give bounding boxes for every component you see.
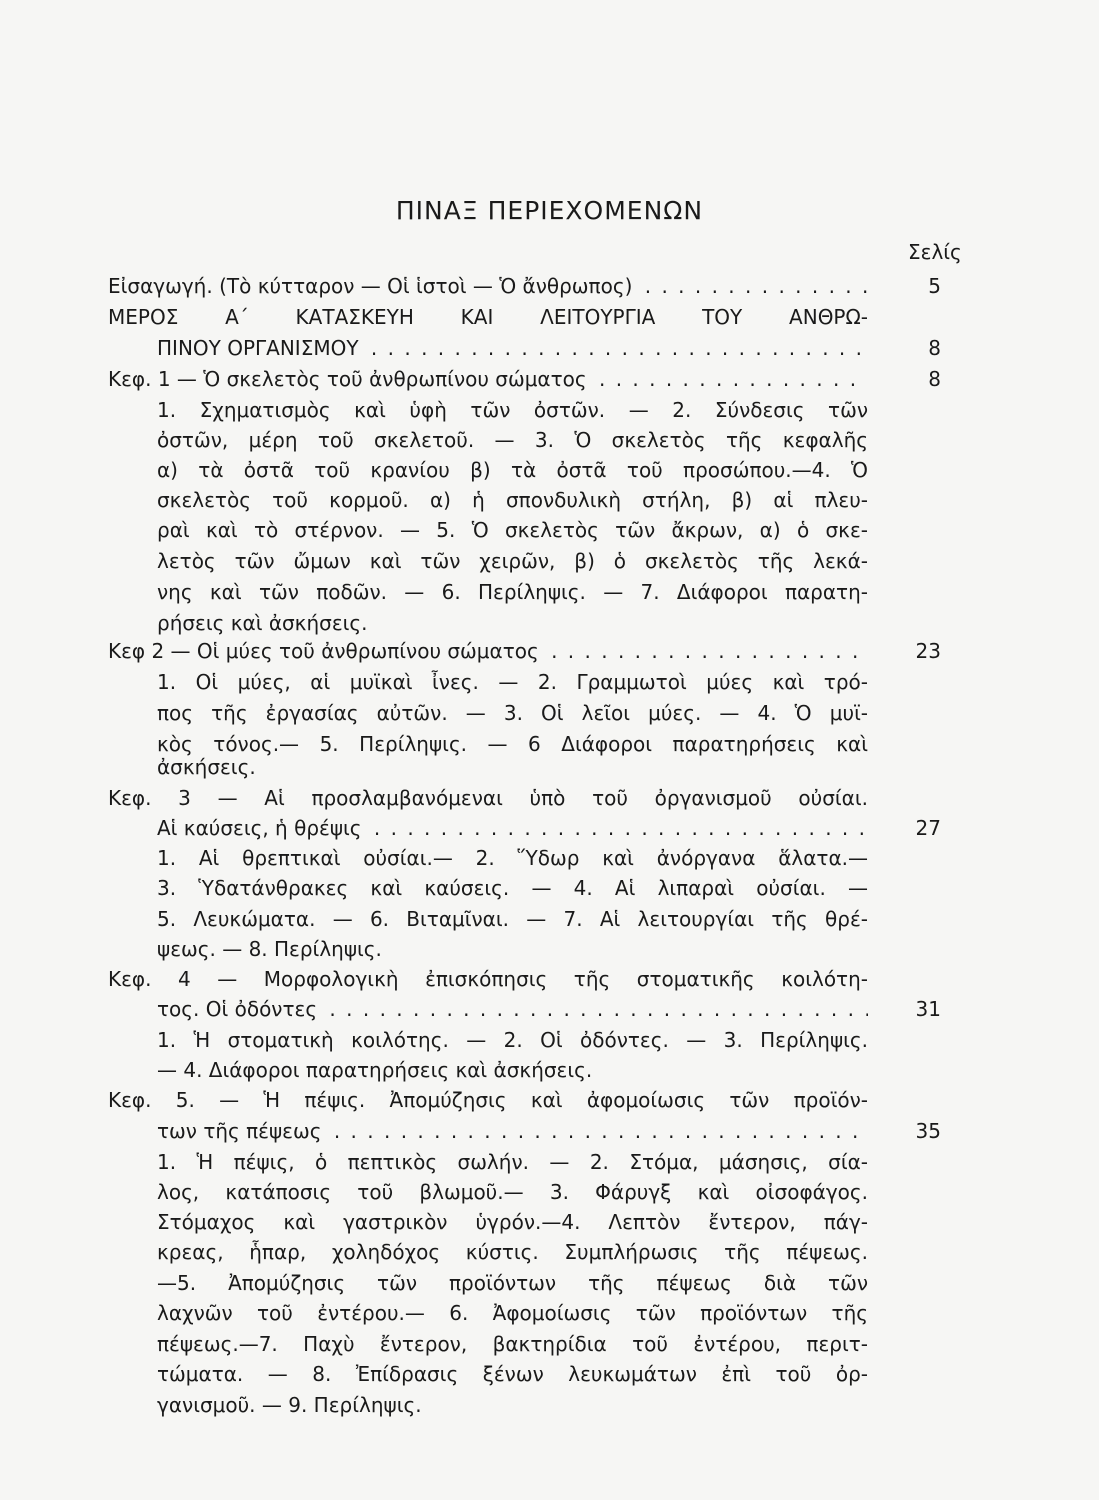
toc-part-heading-cont: ΠΙΝΟΥ ΟΡΓΑΝΙΣΜΟΥ . . .: [157, 333, 868, 363]
toc-entry-intro: Εἰσαγωγή. (Τὸ κύτταρον — Οἱ ἱστοὶ — Ὁ ἄνθρωπος) . . .: [108, 271, 868, 301]
toc-subentry: γανισμοῦ. — 9. Περίληψις.: [157, 1393, 422, 1417]
page-number: 31: [915, 997, 941, 1021]
toc-chapter-4-cont: τος. Οἱ ὀδόντες . . .: [157, 994, 868, 1024]
page-number: 35: [915, 1119, 941, 1143]
toc-subentry: λαχνῶν τοῦ ἐντέρου.— 6. Ἀφομοίωσις τῶν προϊόντων τῆς: [157, 1301, 868, 1325]
page-number: 8: [928, 336, 941, 360]
page-number: 23: [915, 639, 941, 663]
toc-subentry: λος, κατάποσις τοῦ βλωμοῦ.— 3. Φάρυγξ καὶ οἰσοφάγος.: [157, 1180, 868, 1204]
toc-subentry: ψεως. — 8. Περίληψις.: [157, 937, 382, 961]
toc-subentry: — 4. Διάφοροι παρατηρήσεις καὶ ἀσκήσεις.: [157, 1058, 593, 1082]
toc-subentry: κὸς τόνος.— 5. Περίληψις. — 6 Διάφοροι παρατηρήσεις καὶ: [157, 732, 868, 756]
toc-subentry: 1. Οἱ μύες, αἱ μυϊκαὶ ἶνες. — 2. Γραμμωτοὶ μύες καὶ τρό-: [157, 670, 868, 694]
toc-subentry: λετὸς τῶν ὤμων καὶ τῶν χειρῶν, β) ὁ σκελετὸς τῆς λεκά-: [157, 549, 868, 573]
toc-chapter-3-cont: Αἱ καύσεις, ἡ θρέψις . . .: [157, 813, 868, 843]
toc-subentry: πέψεως.—7. Παχὺ ἔντερον, βακτηρίδια τοῦ ἐντέρου, περιτ-: [157, 1332, 868, 1356]
toc-chapter-5: Κεφ. 5. — Ἡ πέψις. Ἀπομύζησις καὶ ἀφομοίωσις τῶν προϊόν-: [108, 1088, 868, 1112]
toc-chapter-1: Κεφ. 1 — Ὁ σκελετὸς τοῦ ἀνθρωπίνου σώματος . . .: [108, 364, 868, 394]
toc-subentry: ἀσκήσεις.: [157, 755, 256, 779]
toc-subentry: 1. Σχηματισμὸς καὶ ὑφὴ τῶν ὀστῶν. — 2. Σύνδεσις τῶν: [157, 398, 868, 422]
toc-subentry: Στόμαχος καὶ γαστρικὸν ὑγρόν.—4. Λεπτὸν ἔντερον, πάγ-: [157, 1210, 868, 1234]
page-number: 8: [928, 367, 941, 391]
page-number: 27: [915, 816, 941, 840]
toc-subentry: ρήσεις καὶ ἀσκήσεις.: [157, 611, 368, 635]
toc-part-heading: ΜΕΡΟΣ Α΄ ΚΑΤΑΣΚΕΥΗ ΚΑΙ ΛΕΙΤΟΥΡΓΙΑ ΤΟΥ ΑΝΘΡΩ-: [108, 305, 868, 329]
toc-chapter-2: Κεφ 2 — Οἱ μύες τοῦ ἀνθρωπίνου σώματος . . .: [108, 636, 868, 666]
toc-subentry: 3. Ὑδατάνθρακες καὶ καύσεις. — 4. Αἱ λιπαραὶ οὐσίαι. —: [157, 876, 868, 900]
toc-subentry: σκελετὸς τοῦ κορμοῦ. α) ἡ σπονδυλικὴ στήλη, β) αἱ πλευ-: [157, 488, 868, 512]
toc-subentry: τώματα. — 8. Ἐπίδρασις ξένων λευκωμάτων ἐπὶ τοῦ ὀρ-: [157, 1362, 868, 1386]
toc-subentry: α) τὰ ὀστᾶ τοῦ κρανίου β) τὰ ὀστᾶ τοῦ προσώπου.—4. Ὁ: [157, 458, 868, 482]
toc-subentry: πος τῆς ἐργασίας αὐτῶν. — 3. Οἱ λεῖοι μύες. — 4. Ὁ μυϊ-: [157, 701, 868, 725]
page-title: ΠΙΝΑΞ ΠΕΡΙΕΧΟΜΕΝΩΝ: [395, 196, 704, 225]
toc-subentry: κρεας, ἧπαρ, χοληδόχος κύστις. Συμπλήρωσις τῆς πέψεως.: [157, 1240, 868, 1264]
page-number: 5: [928, 274, 941, 298]
toc-chapter-4: Κεφ. 4 — Μορφολογικὴ ἐπισκόπησις τῆς στοματικῆς κοιλότη-: [108, 967, 868, 991]
toc-subentry: 5. Λευκώματα. — 6. Βιταμῖναι. — 7. Αἱ λειτουργίαι τῆς θρέ-: [157, 907, 868, 931]
toc-subentry: —5. Ἀπομύζησις τῶν προϊόντων τῆς πέψεως διὰ τῶν: [157, 1271, 868, 1295]
page-column-header: Σελίς: [908, 240, 962, 264]
toc-subentry: 1. Ἡ στοματικὴ κοιλότης. — 2. Οἱ ὀδόντες. — 3. Περίληψις.: [157, 1028, 868, 1052]
toc-subentry: νης καὶ τῶν ποδῶν. — 6. Περίληψις. — 7. Διάφοροι παρατη-: [157, 580, 868, 604]
toc-subentry: ραὶ καὶ τὸ στέρνον. — 5. Ὁ σκελετὸς τῶν ἄκρων, α) ὁ σκε-: [157, 518, 868, 542]
toc-subentry: 1. Αἱ θρεπτικαὶ οὐσίαι.— 2. Ὕδωρ καὶ ἀνόργανα ἅλατα.—: [157, 846, 868, 870]
toc-subentry: ὀστῶν, μέρη τοῦ σκελετοῦ. — 3. Ὁ σκελετὸς τῆς κεφαλῆς: [157, 428, 868, 452]
toc-subentry: 1. Ἡ πέψις, ὁ πεπτικὸς σωλήν. — 2. Στόμα, μάσησις, σία-: [157, 1150, 868, 1174]
toc-chapter-5-cont: των τῆς πέψεως . . .: [157, 1116, 868, 1146]
toc-chapter-3: Κεφ. 3 — Αἱ προσλαμβανόμεναι ὑπὸ τοῦ ὀργανισμοῦ οὐσίαι.: [108, 786, 868, 810]
